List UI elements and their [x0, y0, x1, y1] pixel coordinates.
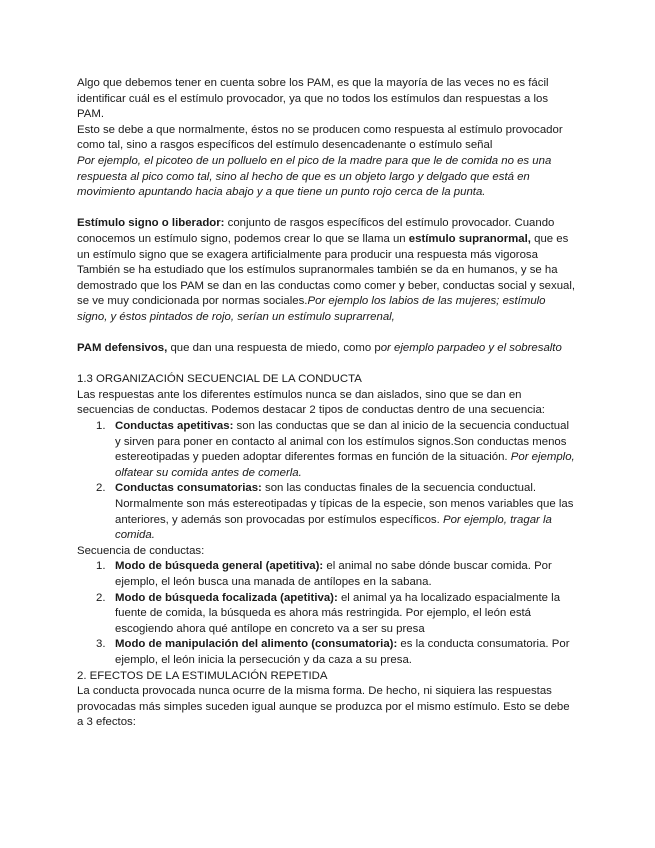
defensivos-text: que dan una respuesta de miedo, como p — [167, 342, 381, 355]
intro-paragraph-2 — [77, 123, 577, 201]
item-term: Modo de manipulación del alimento (consumatoria): — [115, 638, 398, 651]
list-number: 1. — [96, 560, 106, 573]
item-term: Modo de búsqueda focalizada (apetitiva): — [115, 591, 338, 604]
defensivos-term: PAM defensivos, — [77, 342, 168, 355]
intro-example: Por ejemplo, el picoteo de un polluelo en el pico de la madre para que le de comida no es una respuesta al pico como tal, sino al hecho de que es un objeto largo y delgado que está en movimiento apuntando hacia abajo y a que tiene un punto rojo cerca de la punta. — [77, 154, 552, 199]
list-number: 2. — [96, 482, 106, 495]
document-body — [77, 76, 577, 731]
sequence-list — [77, 559, 577, 668]
spacer — [77, 326, 577, 342]
signo-paragraph — [77, 216, 577, 325]
list-item — [77, 481, 577, 543]
list-number: 1. — [96, 420, 106, 433]
spacer — [77, 357, 577, 373]
signo-term: Estímulo signo o liberador: — [77, 217, 225, 230]
list-item — [77, 637, 577, 668]
section-2-heading: 2. EFECTOS DE LA ESTIMULACIÓN REPETIDA — [77, 669, 328, 682]
item-text: son las conductas finales de la secuencia conductual. Normalmente son más estereotipadas y típicas de la especie, son menos variables que las anteriores, y además son provocadas por estímulos específicos. — [115, 482, 574, 526]
item-text: el animal no sabe dónde buscar comida. Por ejemplo, el león busca una manada de antílopes en la sabana. — [115, 560, 552, 588]
list-item — [77, 591, 577, 638]
intro-paragraph-2-text: Esto se debe a que normalmente, éstos no se producen como respuesta al estímulo provocador como tal, sino a rasgos específicos del estímulo desencadenante o estímulo señal — [77, 123, 563, 152]
signo-text-2: que es un estímulo signo que se exagera artificialmente para producir una respuesta más vigorosa También se ha estudiado que los estímulos supranormales también se da en humanos, y se ha demostrado que los PAM se dan en las conductas como comer y beber, conductas social y sexual, se ve muy condicionada por normas sociales. — [77, 232, 576, 308]
section-2-text: La conducta provocada nunca ocurre de la misma forma. De hecho, ni siquiera las respuestas provocadas más simples suceden igual aunque se produzca por el mismo estímulo. Esto se debe a 3 efectos: — [77, 685, 570, 729]
item-term: Conductas apetitivas: — [115, 420, 234, 433]
item-term: Modo de búsqueda general (apetitiva): — [115, 560, 324, 573]
spacer — [77, 201, 577, 217]
intro-paragraph-1: Algo que debemos tener en cuenta sobre los PAM, es que la mayoría de las veces no es fácil identificar cuál es el estímulo provocador, ya que no todos los estímulos dan respuestas a los PAM. — [77, 77, 549, 121]
signo-text-1: conjunto de rasgos específicos del estímulo provocador. Cuando conocemos un estímulo signo, podemos crear lo que se llama un — [77, 217, 555, 245]
section-1-3-heading: 1.3 ORGANIZACIÓN SECUENCIAL DE LA CONDUCTA — [77, 373, 362, 386]
defensivos-example: or ejemplo parpadeo y el sobresalto — [380, 342, 562, 355]
item-example: Por ejemplo, olfatear su comida antes de comerla. — [115, 451, 575, 479]
signo-example: Por ejemplo los labios de las mujeres; estímulo signo, y éstos pintados de rojo, serían un estímulo suprarrenal, — [77, 295, 546, 323]
item-text: son las conductas que se dan al inicio de la secuencia conductual y sirven para poner en contacto al animal con los estímulos signos.Son conductas menos estereotipadas y pueden adoptar diferentes formas en función de la situación. — [115, 420, 569, 464]
conduct-types-list — [77, 419, 577, 544]
sequence-label: Secuencia de conductas: — [77, 544, 205, 557]
item-text: el animal ya ha localizado espacialmente la fuente de comida, la búsqueda es ahora más restringida. Por ejemplo, el león está escogiendo ahora qué antílope en concreto va a ser su presa — [115, 591, 561, 635]
list-number: 3. — [96, 638, 106, 651]
supranormal-term: estímulo supranormal, — [408, 232, 531, 245]
list-item — [77, 559, 577, 590]
item-example: Por ejemplo, tragar la comida. — [115, 513, 552, 542]
list-number: 2. — [96, 591, 106, 604]
item-term: Conductas consumatorias: — [115, 482, 262, 495]
section-1-3-intro: Las respuestas ante los diferentes estímulos nunca se dan aislados, sino que se dan en secuencias de conductas. Podemos destacar 2 tipos de conductas dentro de una secuencia: — [77, 388, 545, 417]
defensivos-paragraph — [77, 341, 577, 357]
list-item — [77, 419, 577, 481]
item-text: es la conducta consumatoria. Por ejemplo, el león inicia la persecución y da caza a su presa. — [115, 638, 570, 666]
